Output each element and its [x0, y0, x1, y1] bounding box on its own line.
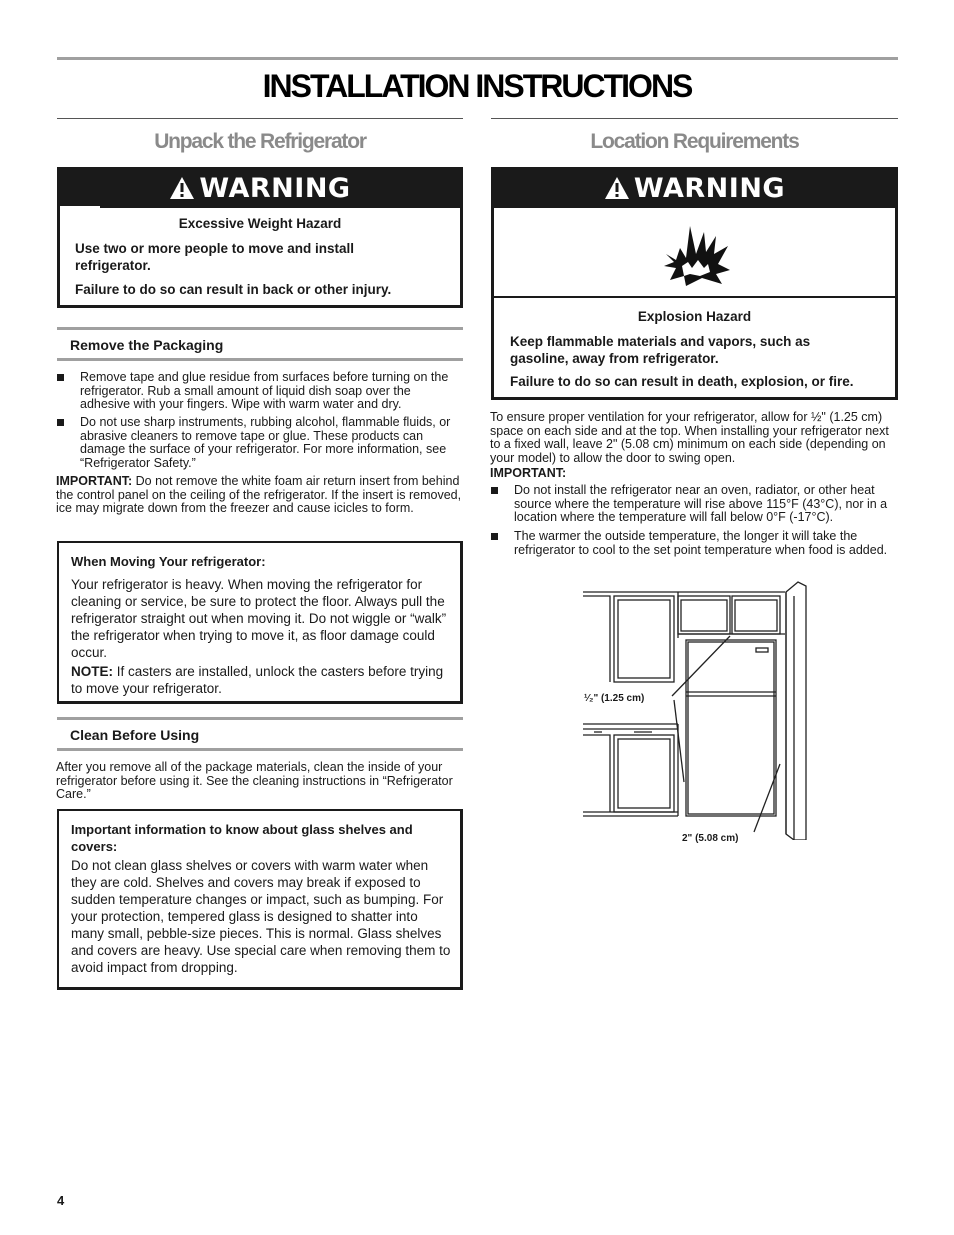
warning-subrule — [494, 206, 895, 208]
note-label: NOTE: — [71, 664, 113, 679]
glass-info-box — [57, 809, 463, 990]
warning-triangle-icon — [604, 176, 630, 200]
glass-box-title: Important information to know about glass shelves and covers: — [71, 822, 413, 854]
warning-line2: Failure to do so can result in death, explosion, or fire. — [510, 374, 854, 389]
right-section-rule — [491, 118, 898, 119]
moving-box-title: When Moving Your refrigerator: — [71, 554, 266, 569]
bullet-text: Remove tape and glue residue from surfaces before turning on the refrigerator. Rub a small amount of liquid dish soap over the adhesive with your fingers. Wipe with warm water and dry. — [80, 370, 449, 411]
packaging-rule-top — [57, 327, 463, 330]
bullet-square — [57, 419, 64, 426]
warning-line2: Failure to do so can result in back or other injury. — [75, 282, 392, 297]
left-section-rule — [57, 118, 463, 119]
moving-info-box — [57, 541, 463, 704]
warning-label: WARNING — [633, 172, 786, 204]
warning-label: WARNING — [199, 172, 351, 204]
important-note — [56, 475, 463, 516]
clean-text: After you remove all of the package materials, clean the inside of your refrigerator before using it. See the cleaning instructions in “Refrigerator Care.” — [56, 760, 453, 801]
important-label: IMPORTANT: — [56, 474, 133, 488]
warning-line1: Use two or more people to move and install refrigerator. — [75, 241, 355, 273]
packaging-rule-bottom — [57, 358, 463, 361]
half-inch-label: ¹⁄₂" (1.25 cm) — [584, 693, 645, 704]
important-text: Do not remove the white foam air return insert from behind the control panel on the ceiling of the refrigerator. If the insert is removed, ice may migrate down from the freezer and cause icicles to form. — [56, 474, 462, 515]
clean-rule-top — [57, 717, 463, 720]
glass-box-body: Do not clean glass shelves or covers with warm water when they are cold. Shelves and covers may break if exposed to sudden temperature changes or impact, such as bumping. For your protection, tempered glass is designed to shatter into many small, pebble-size pieces. This is normal. Glass shelves and covers are heavy. Use special care when removing them to avoid impact from dropping. — [71, 858, 451, 975]
bullet-square — [57, 374, 64, 381]
bullet-text: Do not install the refrigerator near an oven, radiator, or other heat source where the temperature will rise above 115°F (43°C), nor in a location where the temperature will fall below 0°F (-17°C). — [514, 483, 888, 524]
note-text: If casters are installed, unlock the casters before trying to move your refrigerator. — [71, 664, 444, 696]
warning-header — [60, 170, 460, 206]
warning-hazard: Explosion Hazard — [637, 309, 752, 324]
ventilation-text: To ensure proper ventilation for your refrigerator, allow for ½" (1.25 cm) space on each side and at the top. When installing your refrigerator next to a fixed wall, leave 2" (5.08 cm) minimum on each side (depending on your model) to allow the door to swing open. — [490, 410, 889, 465]
moving-box-body: Your refrigerator is heavy. When moving the refrigerator for cleaning or service, be sure to protect the floor. Always pull the refrigerator straight out when moving it. Do not wiggle or “walk” the refrigerator when trying to move it, as floor damage could occur. — [71, 577, 447, 660]
clearance-diagram — [580, 578, 810, 840]
explosion-warning-box — [491, 167, 898, 400]
warning-triangle-icon — [169, 176, 195, 200]
clean-heading: Clean Before Using — [70, 727, 200, 743]
moving-box-note — [71, 663, 449, 697]
explosion-icon — [662, 218, 732, 288]
top-rule — [57, 57, 898, 60]
bullet-square — [491, 533, 498, 540]
page-number: 4 — [57, 1193, 65, 1208]
two-inch-label: 2" (5.08 cm) — [682, 833, 739, 844]
warning-subrule — [100, 206, 460, 208]
packaging-heading: Remove the Packaging — [70, 337, 224, 353]
right-section-title: Location Requirements — [590, 130, 799, 153]
bullet-text: Do not use sharp instruments, rubbing alcohol, flammable fluids, or abrasive cleaners to remove tape or glue. These products can damage the surface of your refrigerator. For more information, see “Refrigerator Safety.” — [80, 415, 451, 470]
warning-line1: Keep flammable materials and vapors, such as gasoline, away from refrigerator. — [510, 334, 811, 366]
page-title: INSTALLATION INSTRUCTIONS — [262, 68, 692, 104]
clean-rule-bottom — [57, 748, 463, 751]
warning-hazard: Excessive Weight Hazard — [178, 216, 342, 231]
right-important-label: IMPORTANT: — [490, 466, 567, 480]
bullet-square — [491, 487, 498, 494]
left-section-title: Unpack the Refrigerator — [154, 130, 366, 153]
warning-header — [494, 170, 895, 206]
warning-image-divider — [494, 296, 895, 298]
bullet-text: The warmer the outside temperature, the longer it will take the refrigerator to cool to the set point temperature when food is added. — [514, 529, 888, 557]
weight-warning-box — [57, 167, 463, 308]
